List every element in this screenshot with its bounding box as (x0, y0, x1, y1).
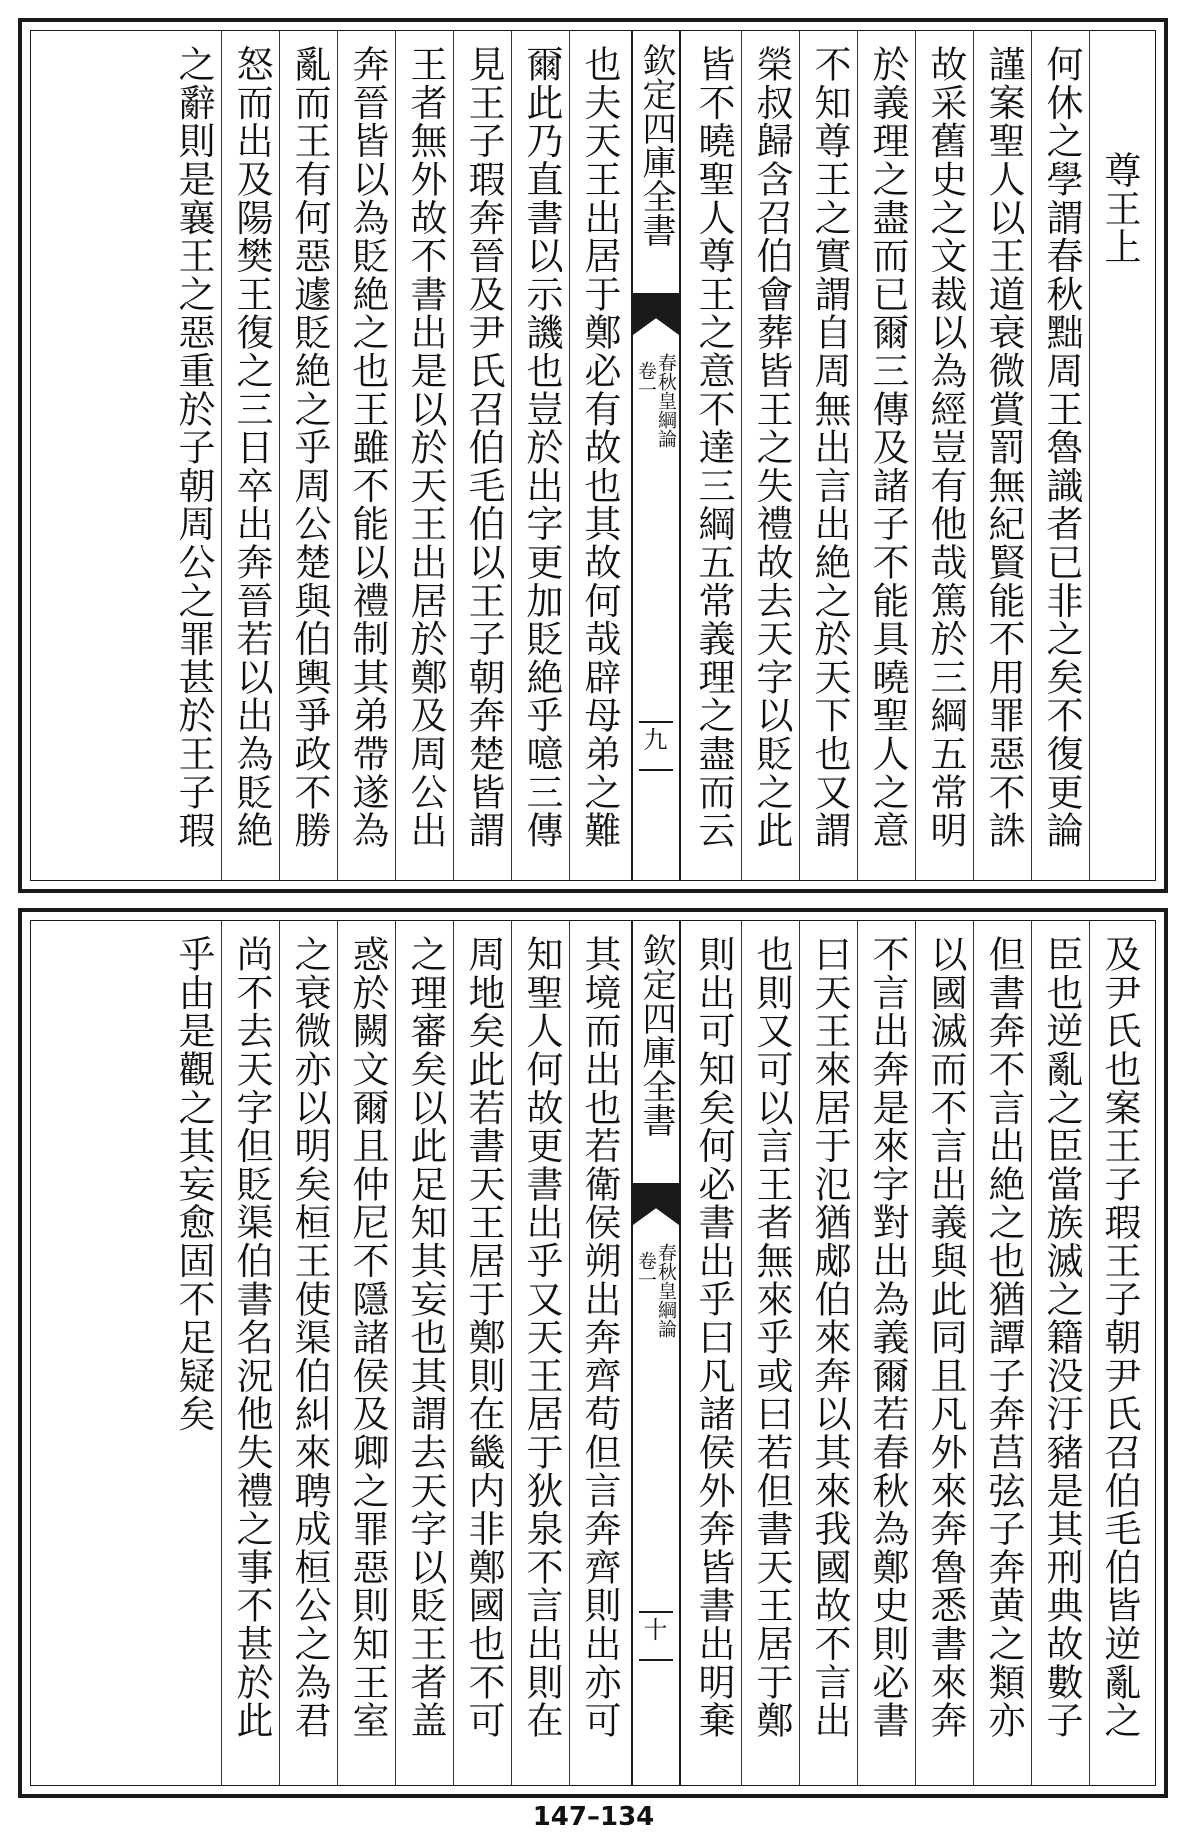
text-column: 尚不去天字但貶渠伯書名況他失禮之事不甚於此 (230, 935, 273, 1740)
page-rule-line (639, 1659, 673, 1661)
text-column: 於義理之盡而已爾三傳及諸子不能具曉聖人之意 (866, 45, 909, 850)
text-column: 以國滅而不言出義與此同且凡外來奔魯悉書來奔 (924, 935, 967, 1740)
page-bottom (18, 908, 1168, 1798)
text-column: 之理審矣以此足知其妄也其謂去天字以貶王者盖 (404, 935, 447, 1740)
leaf-number: 九 (639, 727, 667, 751)
fold-strip (631, 921, 681, 1785)
text-column: 周地矣此若書天王居于鄭則在畿内非鄭國也不可 (462, 935, 505, 1740)
text-column: 也則又可以言王者無來乎或曰若但書天王居于鄭 (750, 935, 793, 1740)
text-column: 之衰微亦以明矣桓王使渠伯糾來聘成桓公之為君 (288, 935, 331, 1740)
fishtail-mark (633, 1183, 679, 1225)
text-column: 其境而出也若衛侯朔出奔齊苟但言奔齊則出亦可 (578, 935, 621, 1740)
page-top-frame (30, 30, 1156, 881)
text-column: 怒而出及陽樊王復之三日卒出奔晉若以出為貶絶 (230, 45, 273, 850)
text-column: 乎由是觀之其妄愈固不足疑矣 (172, 935, 215, 1433)
text-column: 皆不曉聖人尊王之意不達三綱五常義理之盡而云 (692, 45, 735, 850)
section-heading: 尊王上 (1098, 151, 1141, 266)
page-rule-line (639, 1611, 673, 1613)
page-rule-line (639, 769, 673, 771)
text-column: 王者無外故不書出是以於天王出居於鄭及周公出 (404, 45, 447, 850)
text-column: 曰天王來居于氾猶郕伯來奔以其來我國故不言出 (808, 935, 851, 1740)
text-column: 之辭則是襄王之惡重於子朝周公之罪甚於王子瑕 (172, 45, 215, 850)
leaf-number: 十 (639, 1617, 667, 1641)
text-column: 惑於闕文爾且仲尼不隱諸侯及卿之罪惡則知王室 (346, 935, 389, 1740)
text-column: 奔晉皆以為貶絶之也王雖不能以禮制其弟帶遂為 (346, 45, 389, 850)
text-column: 則出可知矣何必書出乎曰凡諸侯外奔皆書出明棄 (692, 935, 735, 1740)
page-bottom-frame (30, 920, 1156, 1786)
text-column: 故采舊史之文裁以為經豈有他哉篤於三綱五常明 (924, 45, 967, 850)
volume-label: 卷一 (635, 361, 657, 399)
section-heading-column (1091, 31, 1148, 880)
text-column: 也夫天王出居于鄭必有故也其故何哉辟母弟之難 (578, 45, 621, 850)
text-column: 知聖人何故更書出乎又天王居于狄泉不言出則在 (520, 935, 563, 1740)
collection-title: 欽定四庫全書 (636, 933, 676, 1137)
text-column: 但書奔不言出絶之也猶譚子奔莒弦子奔黄之類亦 (982, 935, 1025, 1740)
book-title: 春秋皇綱論 (655, 1243, 677, 1338)
text-column: 不知尊王之實謂自周無出言出絶之於天下也又謂 (808, 45, 851, 850)
text-column: 不言出奔是來字對出為義爾若春秋為鄭史則必書 (866, 935, 909, 1740)
page-rule-line (639, 721, 673, 723)
text-column: 見王子瑕奔晉及尹氏召伯毛伯以王子朝奔楚皆謂 (462, 45, 505, 850)
text-column: 及尹氏也案王子瑕王子朝尹氏召伯毛伯皆逆亂之 (1098, 935, 1141, 1740)
collection-title: 欽定四庫全書 (636, 43, 676, 247)
text-column: 榮叔歸含召伯會葬皆王之失禮故去天字以貶之此 (750, 45, 793, 850)
page-top (18, 18, 1168, 893)
text-column: 謹案聖人以王道衰微賞罰無紀賢能不用罪惡不誅 (982, 45, 1025, 850)
text-column: 亂而王有何惡遽貶絶之乎周公楚與伯輿爭政不勝 (288, 45, 331, 850)
page-number: 147–134 (532, 1802, 655, 1832)
book-title: 春秋皇綱論 (655, 353, 677, 448)
volume-label: 卷一 (635, 1251, 657, 1289)
fishtail-mark (633, 293, 679, 335)
text-column: 何休之學謂春秋黜周王魯識者已非之矣不復更論 (1040, 45, 1083, 850)
text-column: 臣也逆亂之臣當族滅之籍没汙豬是其刑典故數子 (1040, 935, 1083, 1740)
text-column: 爾此乃直書以示譏也豈於出字更加貶絶乎噫三傳 (520, 45, 563, 850)
fold-strip (631, 31, 681, 880)
